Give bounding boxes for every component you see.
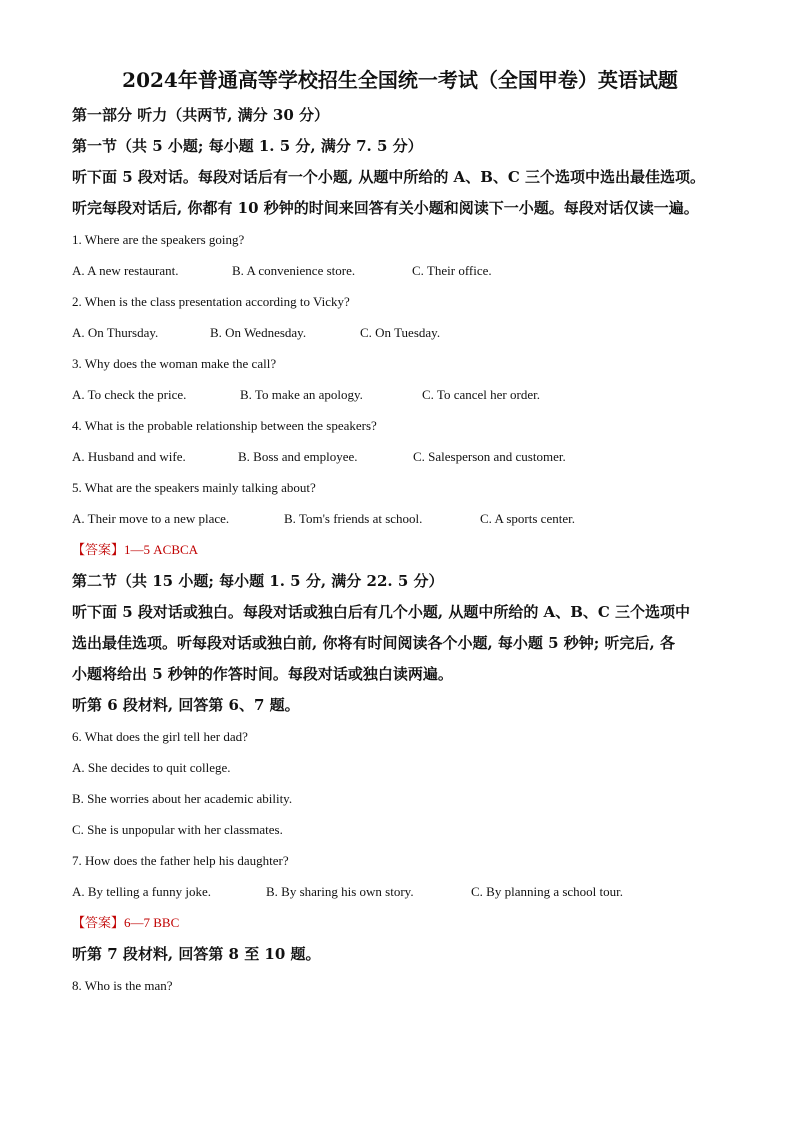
option-c: C. Their office. — [412, 263, 492, 278]
section-heading: 第一节（共 5 小题; 每小题 1. 5 分, 满分 7. 5 分） — [72, 137, 423, 155]
material-heading: 听第 7 段材料, 回答第 8 至 10 题。 — [72, 945, 321, 963]
question-text: 4. What is the probable relationship between the speakers? — [72, 418, 377, 433]
option-b: B. Boss and employee. — [238, 449, 358, 464]
question-text: 5. What are the speakers mainly talking about? — [72, 480, 316, 495]
option-b: B. She worries about her academic ability. — [72, 791, 293, 806]
question-block — [72, 410, 728, 472]
option-a: A. She decides to quit college. — [72, 760, 231, 775]
instruction-line: 小题将给出 5 秒钟的作答时间。每段对话或独白读两遍。 — [72, 665, 453, 683]
instruction-line: 听下面 5 段对话或独白。每段对话或独白后有几个小题, 从题中所给的 A、B、C 三个选项中 — [72, 603, 691, 621]
option-c: C. To cancel her order. — [422, 387, 540, 402]
options-row — [72, 379, 728, 410]
option-b: B. On Wednesday. — [210, 325, 307, 340]
option-a: A. On Thursday. — [72, 325, 159, 340]
part-heading: 第一部分 听力（共两节, 满分 30 分） — [72, 106, 329, 124]
options-row — [72, 317, 728, 348]
options-row — [72, 503, 728, 534]
option-b: B. A convenience store. — [232, 263, 356, 278]
question-text: 3. Why does the woman make the call? — [72, 356, 277, 371]
question-text: 1. Where are the speakers going? — [72, 232, 245, 247]
answer-line — [72, 534, 728, 566]
material-heading: 听第 6 段材料, 回答第 6、7 题。 — [72, 696, 300, 714]
options-row — [72, 255, 728, 286]
question-text: 7. How does the father help his daughter? — [72, 853, 289, 868]
options-row — [72, 441, 728, 472]
question-block — [72, 224, 728, 286]
question-text: 8. Who is the man? — [72, 978, 173, 993]
question-block — [72, 472, 728, 534]
option-b: B. Tom's friends at school. — [284, 511, 423, 526]
option-c: C. She is unpopular with her classmates. — [72, 822, 283, 837]
section-heading: 第二节（共 15 小题; 每小题 1. 5 分, 满分 22. 5 分） — [72, 572, 444, 590]
exam-title: 2024年普通高等学校招生全国统一考试（全国甲卷）英语试题 — [122, 68, 678, 92]
question-text: 2. When is the class presentation according to Vicky? — [72, 294, 350, 309]
instruction-line: 选出最佳选项。听每段对话或独白前, 你将有时间阅读各个小题, 每小题 5 秒钟; 听完后, 各 — [72, 634, 675, 652]
answer-tag: 【答案】 — [72, 543, 125, 558]
option-a: A. To check the price. — [72, 387, 187, 402]
answer-line — [72, 907, 728, 939]
answer-value: 6—7 BBC — [124, 915, 180, 930]
instruction-line: 听下面 5 段对话。每段对话后有一个小题, 从题中所给的 A、B、C 三个选项中选出最佳选项。 — [72, 168, 706, 186]
options-row — [72, 876, 728, 907]
option-c: C. On Tuesday. — [360, 325, 441, 340]
option-a: A. Their move to a new place. — [72, 511, 230, 526]
option-b: B. To make an apology. — [240, 387, 363, 402]
option-a: A. Husband and wife. — [72, 449, 186, 464]
option-a: A. By telling a funny joke. — [72, 884, 212, 899]
option-b: B. By sharing his own story. — [266, 884, 414, 899]
option-c: C. By planning a school tour. — [471, 884, 624, 899]
question-block — [72, 348, 728, 410]
question-text: 6. What does the girl tell her dad? — [72, 729, 248, 744]
instruction-line: 听完每段对话后, 你都有 10 秒钟的时间来回答有关小题和阅读下一小题。每段对话仅读一遍。 — [72, 199, 699, 217]
option-c: C. A sports center. — [480, 511, 575, 526]
answer-value: 1—5 ACBCA — [124, 542, 199, 557]
option-c: C. Salesperson and customer. — [413, 449, 566, 464]
answer-tag: 【答案】 — [72, 916, 125, 931]
question-block — [72, 286, 728, 348]
option-a: A. A new restaurant. — [72, 263, 179, 278]
